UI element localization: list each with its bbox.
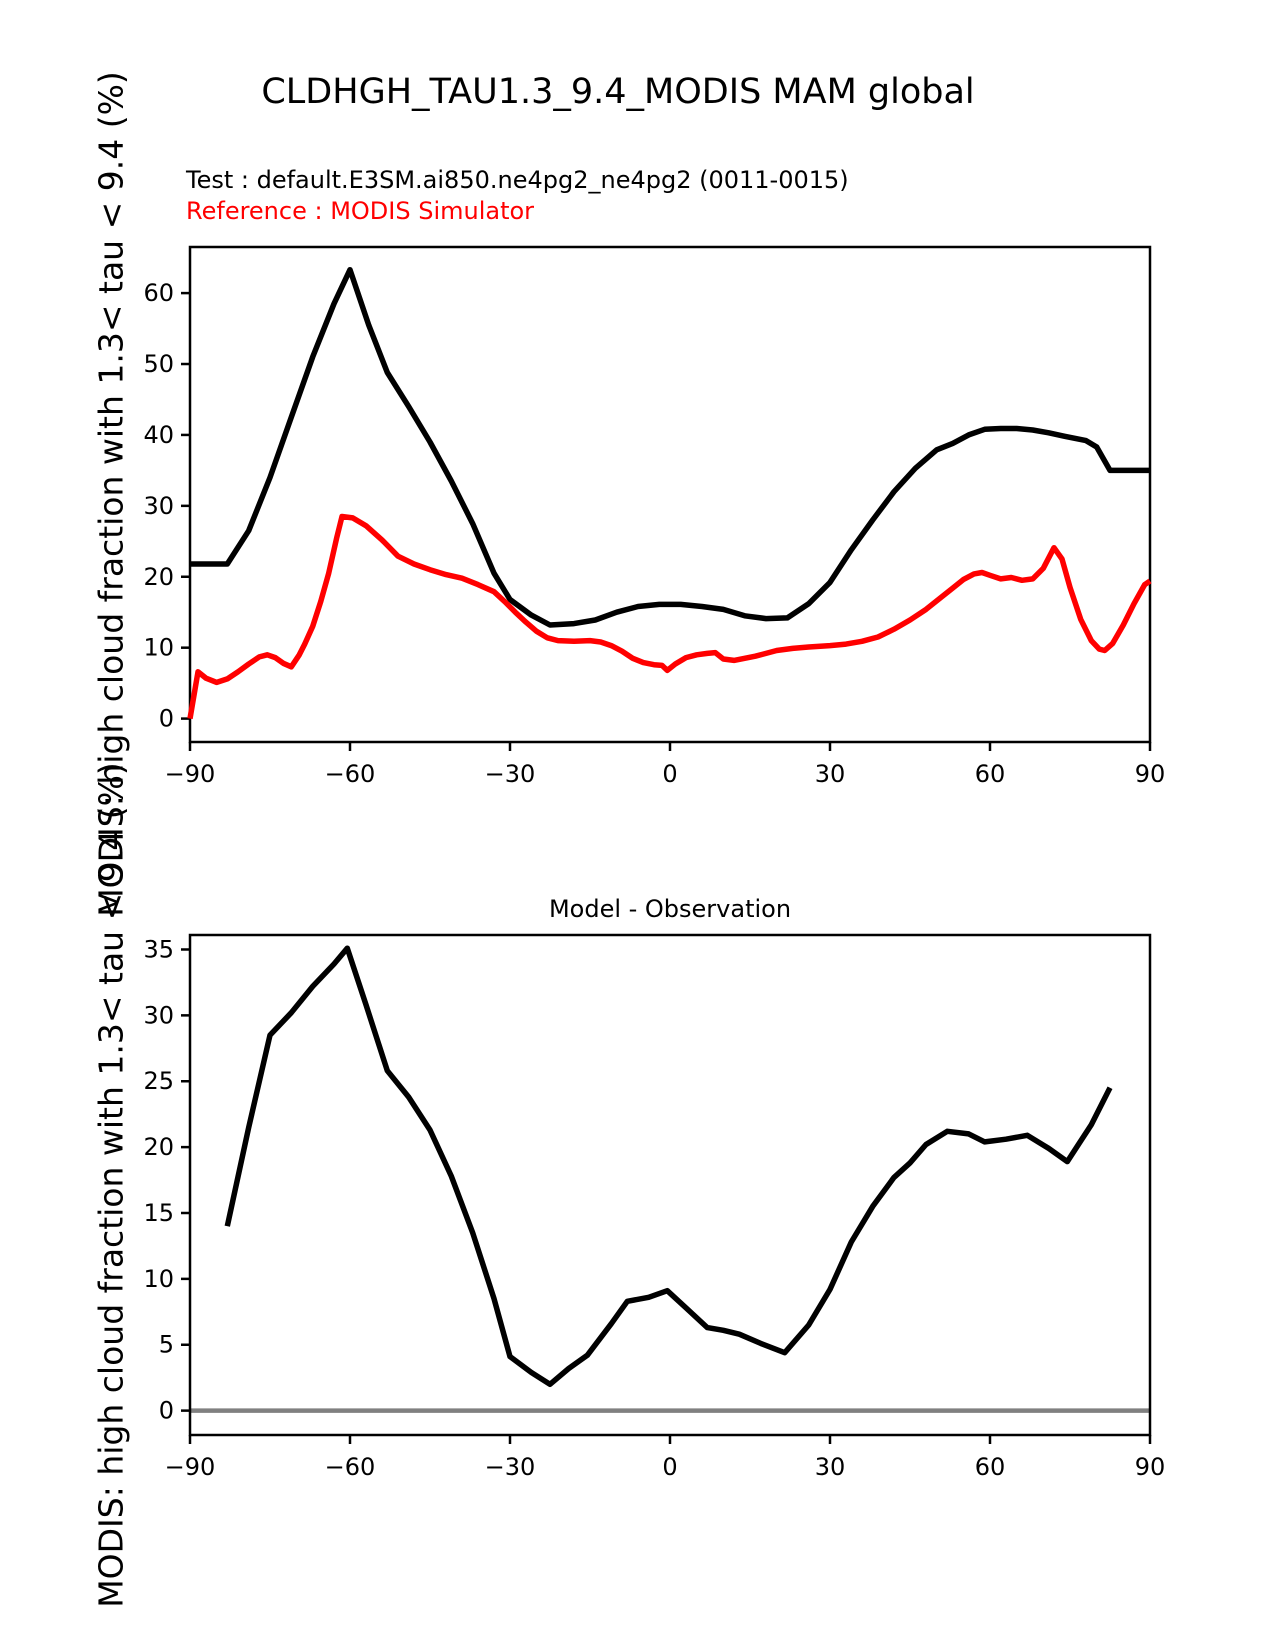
y-tick-label: 10 bbox=[143, 1264, 174, 1293]
y-tick-label: 15 bbox=[143, 1198, 174, 1227]
x-tick-label: 60 bbox=[974, 760, 1006, 788]
x-tick-label: 90 bbox=[1134, 1453, 1166, 1481]
x-tick-label: −60 bbox=[324, 1453, 376, 1481]
y-tick-label: 20 bbox=[143, 1133, 174, 1162]
series-line-reference bbox=[190, 517, 1150, 719]
x-tick-label: 30 bbox=[814, 760, 846, 788]
y-tick-label: 30 bbox=[143, 1001, 174, 1030]
y-tick-label: 5 bbox=[158, 1330, 174, 1359]
y-tick-label: 35 bbox=[143, 935, 174, 964]
y-tick-label: 20 bbox=[143, 562, 174, 591]
figure-title: CLDHGH_TAU1.3_9.4_MODIS MAM global bbox=[261, 72, 975, 112]
x-tick-label: 90 bbox=[1134, 760, 1166, 788]
x-tick-label: 0 bbox=[662, 1453, 678, 1481]
test-run-label: Test : default.E3SM.ai850.ne4pg2_ne4pg2 (0011-0015) bbox=[186, 166, 849, 194]
x-tick-label: −90 bbox=[164, 760, 216, 788]
x-tick-label: −30 bbox=[484, 760, 536, 788]
y-tick-label: 30 bbox=[143, 491, 174, 520]
bottom-plot-ylabel: MODIS: high cloud fraction with 1.3< tau < 9.4 (%) bbox=[91, 762, 131, 1608]
x-tick-label: 0 bbox=[662, 760, 678, 788]
y-tick-label: 50 bbox=[143, 350, 174, 379]
y-tick-label: 10 bbox=[143, 633, 174, 662]
y-tick-label: 40 bbox=[143, 420, 174, 449]
y-tick-label: 60 bbox=[143, 279, 174, 308]
x-tick-label: −60 bbox=[324, 760, 376, 788]
plot-frame bbox=[190, 935, 1150, 1435]
x-tick-label: 60 bbox=[974, 1453, 1006, 1481]
series-line-model-observation bbox=[227, 948, 1110, 1384]
x-tick-label: 30 bbox=[814, 1453, 846, 1481]
y-tick-label: 0 bbox=[158, 1396, 174, 1425]
y-tick-label: 0 bbox=[158, 704, 174, 733]
x-tick-label: −30 bbox=[484, 1453, 536, 1481]
top-plot-ylabel: MODIS: high cloud fraction with 1.3< tau < 9.4 (%) bbox=[91, 71, 131, 917]
axes-title: Model - Observation bbox=[548, 895, 792, 923]
reference-label: Reference : MODIS Simulator bbox=[186, 197, 535, 225]
x-tick-label: −90 bbox=[164, 1453, 216, 1481]
y-tick-label: 25 bbox=[143, 1067, 174, 1096]
series-line-test bbox=[190, 270, 1150, 625]
